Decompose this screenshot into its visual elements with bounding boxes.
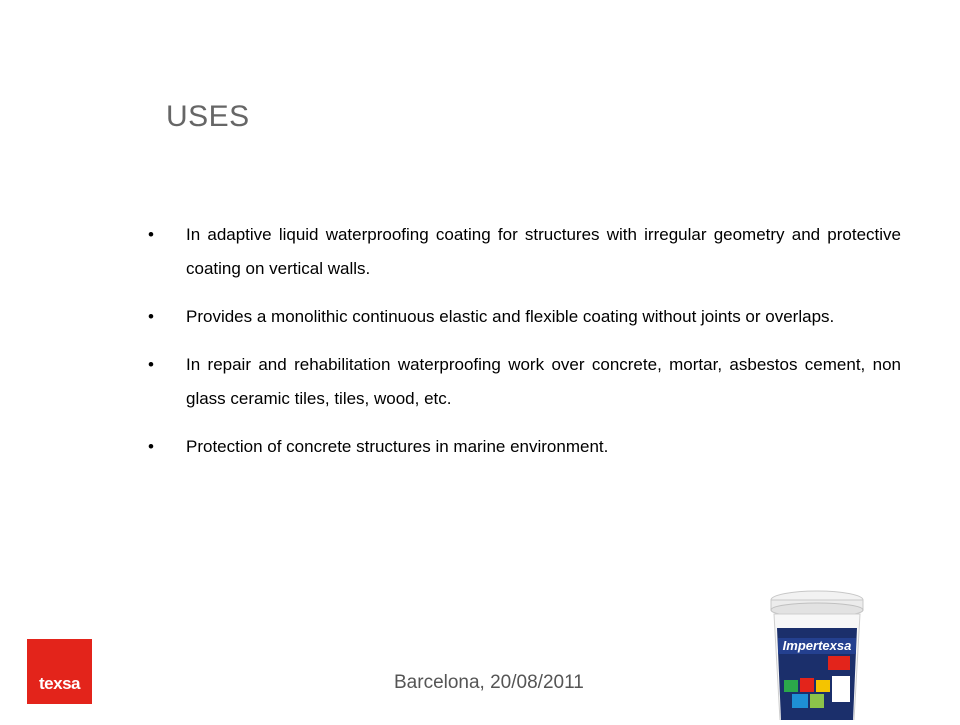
- slide-title: USES: [166, 100, 250, 133]
- bullet-text: Provides a monolithic continuous elastic and flexible coating without joints or overlaps.: [186, 307, 835, 326]
- bullet-text: Protection of concrete structures in marine environment.: [186, 437, 609, 456]
- bullet-text: In repair and rehabilitation waterproofing work over concrete, mortar, asbestos cement, non glass ceramic tiles, tiles, wood, etc.: [186, 355, 901, 408]
- bullet-icon: •: [148, 355, 154, 374]
- paint-bucket-icon: [762, 588, 872, 720]
- bullet-list: [144, 218, 901, 478]
- brand-text: Impertexsa: [782, 638, 852, 653]
- footer-date: Barcelona, 20/08/2011: [394, 672, 584, 693]
- bullet-text: In adaptive liquid waterproofing coating for structures with irregular geometry and protective coating on vertical walls.: [186, 225, 901, 278]
- bullet-item: [144, 348, 901, 416]
- logo-text: texsa: [39, 674, 80, 693]
- texsa-logo: [27, 639, 92, 704]
- bullet-item: [144, 218, 901, 286]
- product-bucket-image: [762, 588, 872, 720]
- bullet-icon: •: [148, 437, 154, 456]
- bullet-item: [144, 430, 901, 464]
- bullet-item: [144, 300, 901, 334]
- bullet-icon: •: [148, 225, 154, 244]
- bullet-icon: •: [148, 307, 154, 326]
